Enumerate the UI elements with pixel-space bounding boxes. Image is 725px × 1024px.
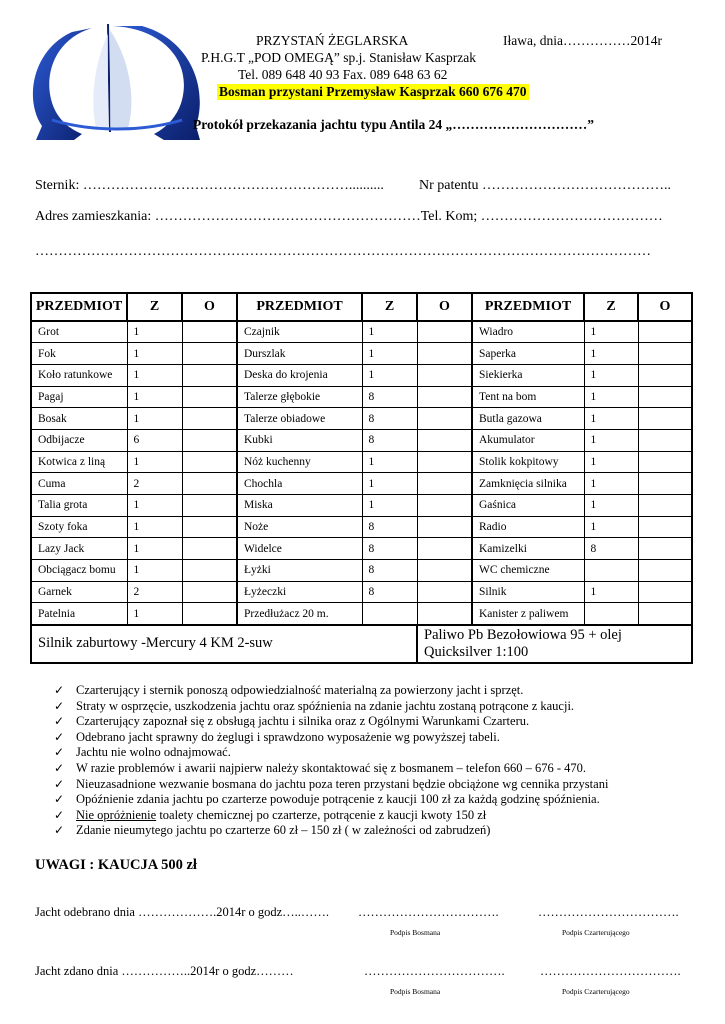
issued-qty-cell: 1: [127, 343, 182, 365]
table-row: [31, 495, 692, 517]
protocol-title: Protokół przekazania jachtu typu Antila 24 „…………………………”: [193, 117, 595, 132]
issued-qty-cell: 2: [127, 581, 182, 603]
returned-qty-cell[interactable]: [638, 538, 692, 560]
issued-qty-cell: 1: [127, 560, 182, 582]
item-name-cell: Silnik: [472, 581, 584, 603]
column-header: Z: [127, 293, 182, 321]
returned-qty-cell[interactable]: [417, 451, 472, 473]
returned-qty-cell[interactable]: [182, 364, 237, 386]
returned-qty-cell[interactable]: [417, 581, 472, 603]
rules-list: [52, 683, 692, 839]
issued-qty-cell: 1: [584, 473, 638, 495]
issued-qty-cell: 1: [584, 429, 638, 451]
item-name-cell: Szoty foka: [31, 516, 127, 538]
column-header: PRZEDMIOT: [472, 293, 584, 321]
table-row: [31, 473, 692, 495]
item-name-cell: Chochla: [237, 473, 362, 495]
issued-qty-cell: 1: [362, 451, 417, 473]
checkmark-icon: ✓: [54, 776, 65, 791]
column-header: Z: [584, 293, 638, 321]
returned-qty-cell[interactable]: [638, 495, 692, 517]
issued-qty-cell: 1: [127, 516, 182, 538]
item-name-cell: Odbijacze: [31, 429, 127, 451]
returned-qty-cell[interactable]: [417, 603, 472, 625]
item-name-cell: Kubki: [237, 429, 362, 451]
issued-qty-cell: 1: [127, 364, 182, 386]
checkmark-icon: ✓: [54, 760, 65, 775]
returned-qty-cell[interactable]: [638, 603, 692, 625]
issued-qty-cell: 1: [584, 451, 638, 473]
issued-qty-cell: 1: [127, 603, 182, 625]
issued-qty-cell: 1: [362, 495, 417, 517]
column-header: O: [638, 293, 692, 321]
item-name-cell: Talerze obiadowe: [237, 408, 362, 430]
item-name-cell: Tent na bom: [472, 386, 584, 408]
item-name-cell: Patelnia: [31, 603, 127, 625]
issued-qty-cell: 1: [584, 516, 638, 538]
item-name-cell: Gaśnica: [472, 495, 584, 517]
item-name-cell: Siekierka: [472, 364, 584, 386]
table-row: [31, 581, 692, 603]
item-name-cell: Widelce: [237, 538, 362, 560]
rule-item: ✓ Nie opróżnienie toalety chemicznej po czarterze, potrącenie z kaucji kwoty 150 zł: [54, 807, 487, 822]
returned-qty-cell[interactable]: [417, 429, 472, 451]
checkmark-icon: ✓: [54, 792, 65, 807]
item-name-cell: Durszlak: [237, 343, 362, 365]
checkmark-icon: ✓: [54, 745, 65, 760]
returned-qty-cell[interactable]: [638, 386, 692, 408]
helmsman-field[interactable]: Sternik: …………………………………………………..........: [35, 178, 384, 193]
item-name-cell: Saperka: [472, 343, 584, 365]
item-name-cell: Kotwica z liną: [31, 451, 127, 473]
item-name-cell: Stolik kokpitowy: [472, 451, 584, 473]
returned-qty-cell[interactable]: [182, 495, 237, 517]
item-name-cell: Butla gazowa: [472, 408, 584, 430]
extra-line-field[interactable]: ……………………………………………………………………………………………………………………: [35, 244, 651, 259]
table-row: [31, 321, 692, 343]
omega-logo-icon: [32, 20, 202, 142]
rule-item: ✓ Czarterujący zapoznał się z obsługą jachtu i silnika oraz z Ogólnymi Warunkami Czarteru.: [54, 714, 530, 729]
item-name-cell: Bosak: [31, 408, 127, 430]
engine-info: Silnik zaburtowy -Mercury 4 KM 2-suw: [31, 625, 417, 663]
returned-qty-cell[interactable]: [638, 516, 692, 538]
returned-qty-cell[interactable]: [417, 473, 472, 495]
column-header: PRZEDMIOT: [237, 293, 362, 321]
checkmark-icon: ✓: [54, 823, 65, 838]
checkmark-icon: ✓: [54, 807, 65, 822]
issued-qty-cell: 1: [584, 321, 638, 343]
table-row: [31, 429, 692, 451]
item-name-cell: Lazy Jack: [31, 538, 127, 560]
issued-qty-cell: 1: [362, 364, 417, 386]
item-name-cell: Wiadro: [472, 321, 584, 343]
rule-item: ✓ Odebrano jacht sprawny do żeglugi i sprawdzono wyposażenie wg powyższej tabeli.: [54, 729, 500, 744]
charterer-signature-line[interactable]: …………………………….: [540, 964, 681, 978]
rule-item: ✓ Nieuzasadnione wezwanie bosmana do jachtu poza teren przystani będzie obciążone wg cennika przystani: [54, 776, 609, 791]
item-name-cell: Fok: [31, 343, 127, 365]
returned-qty-cell[interactable]: [417, 516, 472, 538]
table-row: [31, 560, 692, 582]
checkmark-icon: ✓: [54, 729, 65, 744]
issued-qty-cell: 8: [584, 538, 638, 560]
issued-qty-cell: 8: [362, 560, 417, 582]
returned-qty-cell[interactable]: [417, 560, 472, 582]
returned-qty-cell[interactable]: [182, 581, 237, 603]
returned-qty-cell[interactable]: [638, 343, 692, 365]
bosman-contact: Bosman przystani Przemysław Kasprzak 660 676 470: [219, 84, 527, 99]
returned-qty-cell[interactable]: [638, 473, 692, 495]
rule-item: ✓ Opóźnienie zdania jachtu po czarterze powoduje potrącenie z kaucji 100 zł za każdą godzinę spóźnienia.: [54, 792, 600, 807]
column-header: Z: [362, 293, 417, 321]
company-name: PRZYSTAŃ ŻEGLARSKA: [256, 33, 409, 48]
firm-name: P.H.G.T „POD OMEGĄ” sp.j. Stanisław Kasprzak: [201, 50, 476, 65]
issued-qty-cell: 1: [362, 343, 417, 365]
returned-qty-cell[interactable]: [417, 321, 472, 343]
table-row: [31, 538, 692, 560]
issued-qty-cell: 1: [584, 364, 638, 386]
item-name-cell: Nóż kuchenny: [237, 451, 362, 473]
issued-qty-cell: 8: [362, 538, 417, 560]
returned-qty-cell[interactable]: [417, 538, 472, 560]
table-row: [31, 343, 692, 365]
rule-item: ✓ W razie problemów i awarii najpierw należy skontaktować się z bosmanem – telefon 660 – 676 - 470.: [54, 760, 587, 775]
returned-qty-cell[interactable]: [638, 364, 692, 386]
returned-qty-cell[interactable]: [638, 321, 692, 343]
item-name-cell: Przedłużacz 20 m.: [237, 603, 362, 625]
checkmark-icon: ✓: [54, 714, 65, 729]
table-row: [31, 451, 692, 473]
item-name-cell: Obciągacz bomu: [31, 560, 127, 582]
returned-qty-cell[interactable]: [182, 343, 237, 365]
item-name-cell: Zamknięcia silnika: [472, 473, 584, 495]
returned-qty-cell[interactable]: [638, 581, 692, 603]
table-header-row: [31, 293, 692, 321]
item-name-cell: Grot: [31, 321, 127, 343]
column-header: O: [182, 293, 237, 321]
item-name-cell: Akumulator: [472, 429, 584, 451]
item-name-cell: Noże: [237, 516, 362, 538]
returned-qty-cell[interactable]: [182, 321, 237, 343]
bosman-signature-line[interactable]: …………………………….: [364, 964, 505, 978]
item-name-cell: WC chemiczne: [472, 560, 584, 582]
item-name-cell: Kanister z paliwem: [472, 603, 584, 625]
equipment-table: [30, 292, 693, 664]
issued-qty-cell: 1: [127, 495, 182, 517]
table-row: [31, 516, 692, 538]
issued-qty-cell: 1: [362, 473, 417, 495]
column-header: PRZEDMIOT: [31, 293, 127, 321]
returned-qty-cell[interactable]: [182, 473, 237, 495]
item-name-cell: Miska: [237, 495, 362, 517]
phone-fax: Tel. 089 648 40 93 Fax. 089 648 63 62: [238, 67, 448, 82]
issued-qty-cell: 8: [362, 408, 417, 430]
issued-qty-cell: [584, 603, 638, 625]
issued-qty-cell: 8: [362, 581, 417, 603]
bosman-signature-line[interactable]: …………………………….: [358, 905, 499, 919]
issued-qty-cell: 1: [584, 495, 638, 517]
item-name-cell: Kamizelki: [472, 538, 584, 560]
patent-number-field[interactable]: Nr patentu …………………………………..: [419, 178, 671, 193]
item-name-cell: Radio: [472, 516, 584, 538]
returned-qty-cell[interactable]: [417, 343, 472, 365]
rule-item: ✓ Czarterujący i sternik ponoszą odpowiedzialność materialną za powierzony jacht i sprzęt.: [54, 683, 524, 697]
fuel-info: Paliwo Pb Bezołowiowa 95 + olej Quicksilver 1:100: [417, 625, 692, 663]
returned-qty-cell[interactable]: [182, 429, 237, 451]
returned-qty-cell[interactable]: [182, 386, 237, 408]
bosman-caption: Podpis Bosmana: [390, 928, 441, 937]
issued-qty-cell: [362, 603, 417, 625]
issued-qty-cell: 1: [127, 321, 182, 343]
table-row: [31, 386, 692, 408]
returned-qty-cell[interactable]: [638, 451, 692, 473]
issued-qty-cell: 8: [362, 429, 417, 451]
returned-qty-cell[interactable]: [638, 408, 692, 430]
returned-qty-cell[interactable]: [638, 429, 692, 451]
returned-qty-cell[interactable]: [417, 386, 472, 408]
returned-qty-cell[interactable]: [182, 451, 237, 473]
issued-qty-cell: 1: [584, 581, 638, 603]
item-name-cell: Talerze głębokie: [237, 386, 362, 408]
checkmark-icon: ✓: [54, 698, 65, 713]
issued-qty-cell: 1: [127, 408, 182, 430]
charterer-caption: Podpis Czarterującego: [562, 928, 630, 937]
issued-qty-cell: 1: [584, 408, 638, 430]
remarks-deposit: UWAGI : KAUCJA 500 zł: [35, 857, 197, 873]
table-row: [31, 408, 692, 430]
table-row: [31, 603, 692, 625]
returned-qty-cell[interactable]: [417, 364, 472, 386]
issued-qty-cell: 8: [362, 386, 417, 408]
returned-qty-cell[interactable]: [417, 408, 472, 430]
returned-qty-cell[interactable]: [417, 495, 472, 517]
returned-qty-cell[interactable]: [182, 560, 237, 582]
received-date-field[interactable]: Jacht odebrano dnia ……………….2014r o godz…..…….: [35, 905, 330, 919]
bosman-caption: Podpis Bosmana: [390, 987, 441, 996]
rule-item: ✓ Jachtu nie wolno odnajmować.: [54, 745, 231, 760]
returned-qty-cell[interactable]: [182, 408, 237, 430]
issued-qty-cell: 1: [362, 321, 417, 343]
item-name-cell: Czajnik: [237, 321, 362, 343]
item-name-cell: Łyżeczki: [237, 581, 362, 603]
table-row: [31, 364, 692, 386]
rule-item: ✓ Straty w osprzęcie, uszkodzenia jachtu oraz spóźnienia na zdanie jachtu zostaną potrącone z kaucji.: [54, 698, 575, 713]
item-name-cell: Koło ratunkowe: [31, 364, 127, 386]
returned-qty-cell[interactable]: [638, 560, 692, 582]
item-name-cell: Garnek: [31, 581, 127, 603]
item-name-cell: Deska do krojenia: [237, 364, 362, 386]
issued-qty-cell: 1: [127, 386, 182, 408]
returned-qty-cell[interactable]: [182, 516, 237, 538]
item-name-cell: Łyżki: [237, 560, 362, 582]
place-date: Iława, dnia……………2014r: [503, 33, 662, 48]
issued-qty-cell: 1: [127, 538, 182, 560]
item-name-cell: Talia grota: [31, 495, 127, 517]
returned-qty-cell[interactable]: [182, 538, 237, 560]
issued-qty-cell: 2: [127, 473, 182, 495]
returned-qty-cell[interactable]: [182, 603, 237, 625]
item-name-cell: Cuma: [31, 473, 127, 495]
charterer-caption: Podpis Czarterującego: [562, 987, 630, 996]
issued-qty-cell: 1: [127, 451, 182, 473]
issued-qty-cell: 1: [584, 386, 638, 408]
issued-qty-cell: [584, 560, 638, 582]
item-name-cell: Pagaj: [31, 386, 127, 408]
issued-qty-cell: 1: [584, 343, 638, 365]
address-phone-field[interactable]: Adres zamieszkania: …………………………………………………Tel. Kom; …………………………………: [35, 209, 663, 224]
column-header: O: [417, 293, 472, 321]
checkmark-icon: ✓: [54, 683, 65, 697]
rule-item: ✓ Zdanie nieumytego jachtu po czarterze 60 zł – 150 zł ( w zależności od zabrudzeń): [54, 823, 491, 838]
charterer-signature-line[interactable]: …………………………….: [538, 905, 679, 919]
issued-qty-cell: 8: [362, 516, 417, 538]
issued-qty-cell: 6: [127, 429, 182, 451]
returned-date-field[interactable]: Jacht zdano dnia ……………..2014r o godz………: [35, 964, 294, 978]
